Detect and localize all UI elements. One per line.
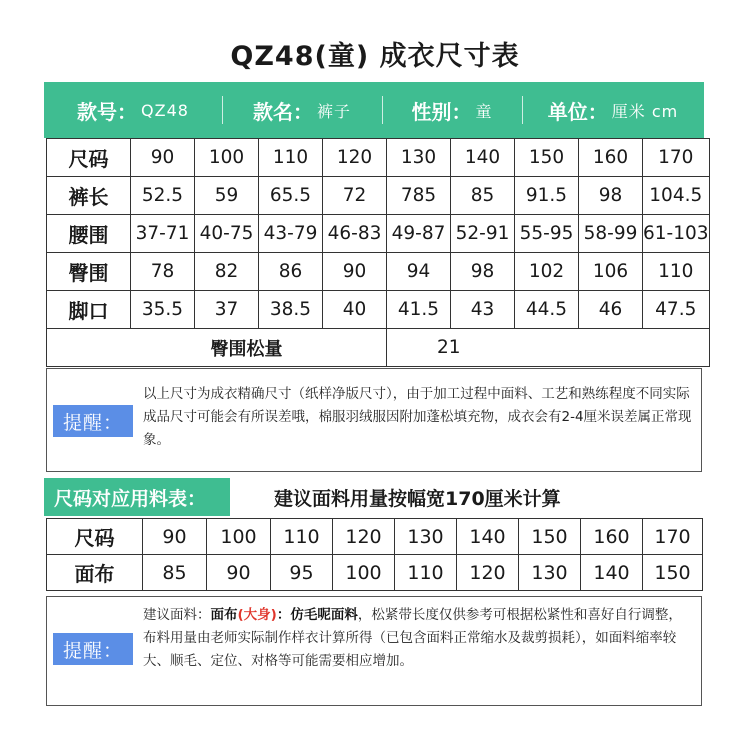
table-row bbox=[47, 253, 710, 291]
table-cell: 52-91 bbox=[451, 215, 515, 253]
row-header: 脚口 bbox=[47, 291, 131, 329]
table-row bbox=[47, 139, 710, 177]
table-cell: 120 bbox=[323, 139, 387, 177]
table-cell: 41.5 bbox=[387, 291, 451, 329]
table-cell: 150 bbox=[519, 519, 581, 555]
table-cell: 37-71 bbox=[131, 215, 195, 253]
hip-ease-value: 21 bbox=[387, 329, 710, 367]
table-cell: 52.5 bbox=[131, 177, 195, 215]
table-cell: 100 bbox=[207, 519, 271, 555]
table-cell: 43 bbox=[451, 291, 515, 329]
table-cell: 120 bbox=[457, 555, 519, 591]
fabric-name: 面布 bbox=[210, 607, 238, 623]
style-name-value: 裤子 bbox=[316, 101, 351, 121]
size-notice-text: 以上尺寸为成衣精确尺寸（纸样净版尺寸），由于加工过程中面料、工艺和熟练程度不同实际成品尺寸可能会有所误差哦，棉服羽绒服因附加蓬松填充物，成衣会有2-4厘米误差属正常现象。 bbox=[143, 386, 692, 448]
product-info-bar bbox=[44, 82, 704, 138]
table-cell: 100 bbox=[195, 139, 259, 177]
table-cell: 104.5 bbox=[643, 177, 710, 215]
style-name-label: 款名： bbox=[252, 99, 313, 124]
row-header: 尺码 bbox=[47, 519, 143, 555]
fabric-notice-prefix: 建议面料： bbox=[143, 607, 211, 623]
table-cell: 35.5 bbox=[131, 291, 195, 329]
table-cell: 130 bbox=[387, 139, 451, 177]
row-header: 腰围 bbox=[47, 215, 131, 253]
table-cell: 37 bbox=[195, 291, 259, 329]
row-header: 裤长 bbox=[47, 177, 131, 215]
table-cell: 130 bbox=[519, 555, 581, 591]
table-cell: 130 bbox=[395, 519, 457, 555]
table-cell: 110 bbox=[271, 519, 333, 555]
table-row bbox=[47, 291, 710, 329]
ease-row bbox=[47, 329, 710, 367]
table-cell: 110 bbox=[395, 555, 457, 591]
fabric-notice-text bbox=[143, 604, 693, 673]
table-cell: 94 bbox=[387, 253, 451, 291]
table-row bbox=[47, 555, 703, 591]
table-cell: 106 bbox=[579, 253, 643, 291]
table-cell: 46-83 bbox=[323, 215, 387, 253]
fabric-section-label: 尺码对应用料表： bbox=[44, 478, 230, 516]
table-cell: 110 bbox=[643, 253, 710, 291]
fabric-section-header bbox=[44, 478, 704, 516]
table-cell: 49-87 bbox=[387, 215, 451, 253]
fabric-section-description: 建议面料用量按幅宽170厘米计算 bbox=[274, 487, 561, 510]
row-header: 尺码 bbox=[47, 139, 131, 177]
table-cell: 785 bbox=[387, 177, 451, 215]
table-cell: 98 bbox=[451, 253, 515, 291]
table-cell: 38.5 bbox=[259, 291, 323, 329]
table-cell: 140 bbox=[457, 519, 519, 555]
table-cell: 43-79 bbox=[259, 215, 323, 253]
gender-value: 童 bbox=[475, 101, 493, 121]
style-number-value: QZ48 bbox=[141, 100, 189, 120]
table-cell: 58-99 bbox=[579, 215, 643, 253]
table-cell: 140 bbox=[581, 555, 643, 591]
fabric-notice-rest: ，松紧带长度仅供参考可根据松紧性和喜好自行调整，布料用量由老师实际制作样衣计算所得（已包含面料正常缩水及裁剪损耗），如面料缩率较大、顺毛、定位、对格等可能需要相应增加。 bbox=[143, 607, 682, 669]
table-cell: 55-95 bbox=[515, 215, 579, 253]
gender-label: 性别： bbox=[411, 99, 472, 124]
table-cell: 85 bbox=[451, 177, 515, 215]
table-cell: 90 bbox=[143, 519, 207, 555]
table-cell: 150 bbox=[515, 139, 579, 177]
table-cell: 90 bbox=[207, 555, 271, 591]
table-cell: 61-103 bbox=[643, 215, 710, 253]
table-cell: 82 bbox=[195, 253, 259, 291]
fabric-usage-table bbox=[46, 518, 703, 591]
fabric-notice-box bbox=[46, 596, 702, 706]
table-cell: 40 bbox=[323, 291, 387, 329]
table-row bbox=[47, 215, 710, 253]
table-cell: 44.5 bbox=[515, 291, 579, 329]
style-number-label: 款号： bbox=[77, 99, 138, 124]
table-cell: 40-75 bbox=[195, 215, 259, 253]
table-cell: 65.5 bbox=[259, 177, 323, 215]
row-header: 面布 bbox=[47, 555, 143, 591]
table-cell: 59 bbox=[195, 177, 259, 215]
style-name-cell bbox=[222, 90, 382, 130]
table-cell: 98 bbox=[579, 177, 643, 215]
fabric-colon: ： bbox=[276, 607, 291, 623]
row-header: 臀围 bbox=[47, 253, 131, 291]
table-cell: 170 bbox=[643, 519, 703, 555]
table-cell: 170 bbox=[643, 139, 710, 177]
table-cell: 140 bbox=[451, 139, 515, 177]
table-cell: 46 bbox=[579, 291, 643, 329]
unit-cell bbox=[522, 90, 704, 130]
table-cell: 90 bbox=[323, 253, 387, 291]
table-cell: 72 bbox=[323, 177, 387, 215]
fabric-part: (大身) bbox=[237, 607, 277, 623]
gender-cell bbox=[382, 90, 522, 130]
style-number-cell bbox=[44, 90, 222, 130]
table-row bbox=[47, 177, 710, 215]
page-title: QZ48(童) 成衣尺寸表 bbox=[230, 41, 520, 72]
table-cell: 160 bbox=[581, 519, 643, 555]
unit-value: 厘米 cm bbox=[611, 101, 679, 121]
size-chart-table bbox=[46, 138, 710, 367]
table-cell: 85 bbox=[143, 555, 207, 591]
table-cell: 120 bbox=[333, 519, 395, 555]
table-cell: 150 bbox=[643, 555, 703, 591]
table-cell: 110 bbox=[259, 139, 323, 177]
table-cell: 160 bbox=[579, 139, 643, 177]
table-cell: 47.5 bbox=[643, 291, 710, 329]
table-row bbox=[47, 519, 703, 555]
table-cell: 86 bbox=[259, 253, 323, 291]
table-cell: 78 bbox=[131, 253, 195, 291]
table-cell: 102 bbox=[515, 253, 579, 291]
table-cell: 95 bbox=[271, 555, 333, 591]
table-cell: 90 bbox=[131, 139, 195, 177]
fabric-material: 仿毛呢面料 bbox=[290, 607, 358, 623]
reminder-badge: 提醒： bbox=[53, 405, 133, 437]
hip-ease-label: 臀围松量 bbox=[47, 329, 387, 367]
table-cell: 91.5 bbox=[515, 177, 579, 215]
table-cell: 100 bbox=[333, 555, 395, 591]
reminder-badge: 提醒： bbox=[53, 633, 133, 665]
unit-label: 单位： bbox=[547, 99, 608, 124]
size-notice-box bbox=[46, 368, 702, 472]
